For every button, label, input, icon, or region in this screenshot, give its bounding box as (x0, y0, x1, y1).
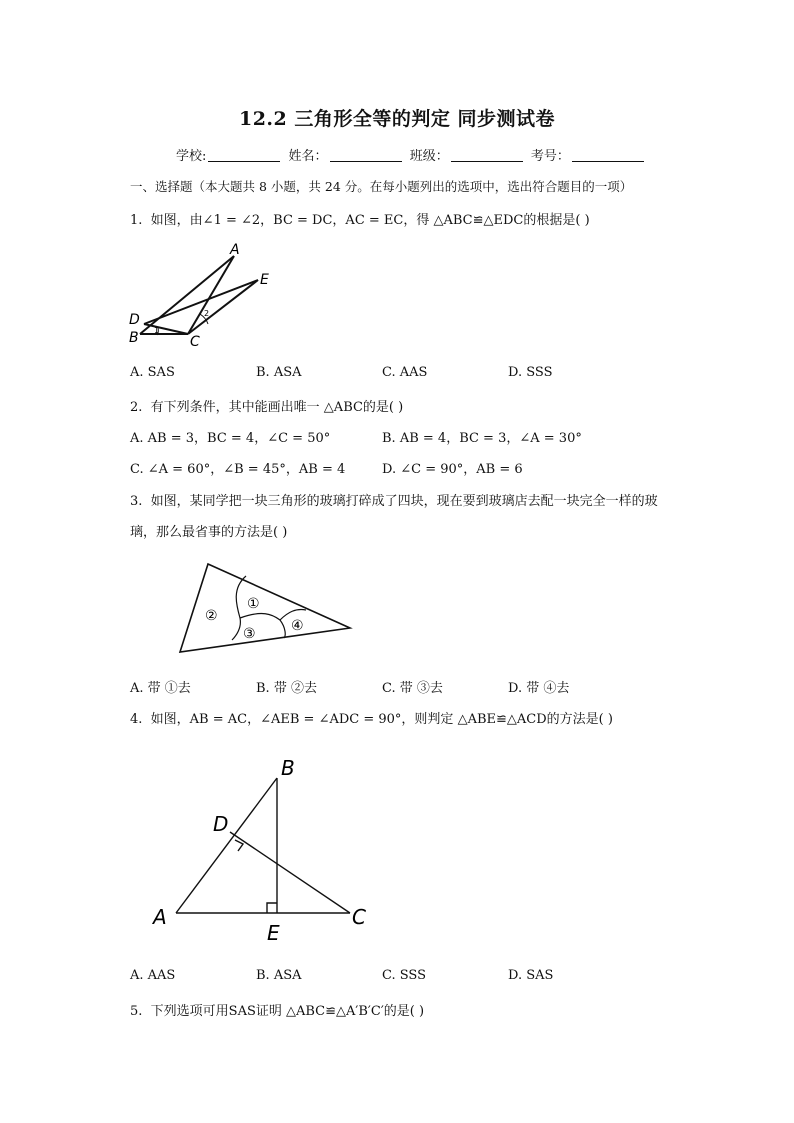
q4-option-a[interactable]: A. AAS (130, 968, 176, 983)
q3-option-a[interactable]: A. 带 ①去 (130, 681, 191, 696)
question-3 (130, 490, 658, 509)
piece-3-label: ③ (243, 626, 256, 642)
label-B: B (281, 756, 295, 780)
question-1-figure (126, 240, 286, 348)
question-4-figure (150, 750, 380, 946)
label-D: D (129, 312, 140, 328)
segment-CD (230, 832, 350, 913)
q1-option-d[interactable]: D. SSS (508, 365, 553, 380)
right-angle-D-mark (235, 840, 243, 851)
q3-option-b[interactable]: B. 带 ②去 (256, 681, 317, 696)
segment-DC (144, 324, 188, 334)
q2-option-b[interactable]: B. AB = 4，BC = 3，∠A = 30° (382, 431, 582, 446)
school-label: 学校: (176, 149, 207, 164)
question-5 (130, 1000, 424, 1019)
label-E: E (260, 272, 269, 288)
q3-option-d[interactable]: D. 带 ④去 (508, 681, 570, 696)
label-A: A (153, 905, 167, 929)
question-5-number: 5. (130, 1004, 143, 1019)
q1-option-b[interactable]: B. ASA (256, 365, 302, 380)
label-D: D (213, 812, 229, 836)
student-info-line (176, 145, 648, 164)
label-C: C (352, 905, 366, 929)
label-E: E (267, 921, 280, 945)
question-2-number: 2. (130, 400, 143, 415)
class-blank[interactable] (451, 147, 523, 162)
name-blank[interactable] (330, 147, 402, 162)
segment-AC (188, 256, 234, 334)
exam-number-label: 考号： (530, 149, 570, 164)
school-blank[interactable] (208, 147, 280, 162)
name-label: 姓名： (288, 149, 328, 164)
q1-option-a[interactable]: A. SAS (130, 365, 175, 380)
class-label: 班级： (409, 149, 449, 164)
q4-option-c[interactable]: C. SSS (382, 968, 427, 983)
q2-option-d[interactable]: D. ∠C = 90°，AB = 6 (382, 462, 523, 477)
question-4 (130, 708, 613, 727)
label-A: A (230, 242, 240, 258)
piece-1-label: ① (247, 596, 260, 612)
label-B: B (129, 330, 139, 346)
label-angle-1: 1 (154, 326, 160, 335)
q2-option-c[interactable]: C. ∠A = 60°，∠B = 45°，AB = 4 (130, 462, 346, 477)
label-angle-2: 2 (204, 309, 210, 318)
exam-number-blank[interactable] (572, 147, 644, 162)
segment-DE (144, 280, 258, 324)
question-1-number: 1. (130, 213, 143, 228)
question-3-number: 3. (130, 494, 143, 509)
q2-option-a[interactable]: A. AB = 3，BC = 4，∠C = 50° (130, 431, 331, 446)
question-4-number: 4. (130, 712, 143, 727)
section-heading: 一、选择题（本大题共 8 小题，共 24 分。在每小题列出的选项中，选出符合题目的一项） (130, 179, 633, 194)
page-title: 12.2 三角形全等的判定 同步测试卷 (238, 108, 555, 130)
question-5-text: 下列选项可用SAS证明 △ABC≌△A′B′C′的是( ) (150, 1004, 425, 1019)
right-angle-E-mark (267, 903, 277, 913)
q1-option-c[interactable]: C. AAS (382, 365, 428, 380)
question-3-figure (176, 558, 358, 658)
piece-4-label: ④ (291, 618, 304, 634)
label-C: C (190, 334, 200, 348)
q4-option-b[interactable]: B. ASA (256, 968, 302, 983)
question-2 (130, 396, 403, 415)
question-3-text-line-1: 如图，某同学把一块三角形的玻璃打碎成了四块，现在要到玻璃店去配一块完全一样的玻 (150, 494, 658, 509)
segment-EC (188, 280, 258, 334)
question-3-text-line-2: 璃，那么最省事的方法是( ) (130, 525, 288, 540)
segment-AB (176, 778, 277, 913)
q3-option-c[interactable]: C. 带 ③去 (382, 681, 443, 696)
q4-option-d[interactable]: D. SAS (508, 968, 554, 983)
question-1-text: 如图，由∠1 = ∠2，BC = DC，AC = EC，得 △ABC≌△EDC的根据是( ) (150, 213, 590, 228)
question-1 (130, 209, 590, 228)
crack-3 (280, 620, 285, 638)
question-2-text: 有下列条件，其中能画出唯一 △ABC的是( ) (150, 400, 404, 415)
question-4-text: 如图，AB = AC，∠AEB = ∠ADC = 90°，则判定 △ABE≌△ACD的方法是( ) (150, 712, 613, 727)
piece-2-label: ② (205, 608, 218, 624)
